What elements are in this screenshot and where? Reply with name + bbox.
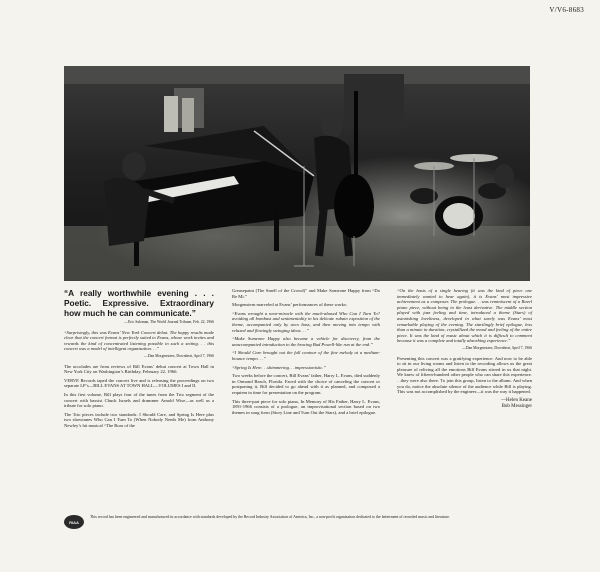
liner-paragraph: The Trio pieces include two standards: I Should Care, and Spring Is Here plus two showtunes Who Can I Turn To (When Nobody Needs Me) from Anthony Newley’s hit musical “The Roar of the — [64, 411, 214, 428]
column-two — [232, 288, 380, 418]
review-quote: “I Should Care brought out the full contour of the fine melody at a medium-bounce tempo. . .” — [232, 350, 380, 361]
column-three — [397, 288, 532, 411]
riaa-logo-icon — [64, 515, 84, 529]
column-one — [64, 288, 214, 432]
headline-quote: “A really worthwhile evening . . . Poetic. Expressive. Extraordinary how much he can communicate.” — [64, 288, 214, 318]
signature-helen-keane: —Helen Keane — [501, 397, 532, 403]
review-quote: “Evans wrought a near-miracle with the much-abused Who Can I Turn To? avoiding all bombast and sentimentality in his delicate rubato exposition of the theme, accompanied only by arco bass, and then moving into tempo with relaxed and flowingly swinging ideas. . .” — [232, 310, 380, 333]
liner-paragraph: In this first volume, Bill plays four of the tunes from the Trio segment of the concert with bassist Chuck Israels and drummer Arnold Wise—as well as a tribute for solo piano. — [64, 391, 214, 409]
quote-source: —Dan Morgenstern, Downbeat, April 7, 1966 — [462, 345, 532, 350]
liner-paragraph: VERVE Records taped the concert live and is releasing the proceedings on two separate LP’s—BILL EVANS AT TOWN HALL—VOLUMES I and II. — [64, 377, 214, 389]
liner-paragraph: Morgenstern marveled at Evans’ performances of these works: — [232, 302, 348, 308]
review-quote: “Surprisingly, this was Evans’ New York Concert debut. The happy results made clear that the concert format is perfectly suited to Evans, whose work invites and rewards the kind of concentrated listening possible in such a setting. . . this concert was a model of intelligent organization. . .” — [64, 329, 214, 352]
review-quote: “Make Someone Happy also became a vehicle for discovery, from the unaccompanied introduction to the bracing Bud Powell-like run at the end.” — [232, 336, 380, 347]
review-quote: “Spring Is Here. . .shimmering. . .impressionistic.” — [232, 364, 326, 370]
signature-block — [397, 398, 532, 411]
liner-paragraph: Two weeks before the concert, Bill Evans’ father, Harry L. Evans, died suddenly in Ormond Beach, Florida. Faced with the choice of canceling the concert or postponing it, Bill decided to go ahead with it as planned, and composed a requiem in time for presentation on the program. — [232, 373, 380, 395]
liner-paragraph: Greasepaint (The Smell of the Crowd)” and Make Someone Happy from “Do Re Mi.” — [232, 288, 380, 299]
logo-text: RIAA — [69, 519, 79, 525]
concert-photo-image — [64, 66, 530, 281]
liner-paragraph: Presenting this concert was a gratifying experience. And now to be able to sit in our living rooms and listen to the recording allows us the great pleasure of reliving all the emotions Bill Evans stirred in us that night. We knew of fifteen-hundred other people who can share this experience. . .they were also there. To join this group, listen to the album. And when you do, notice the absolute silence of the audience while Bill is playing. This was not accomplished by the engineer—it was the way it happened. — [397, 355, 532, 395]
catalog-number: V/V6-8683 — [549, 6, 584, 14]
footer-notice: This record has been engineered and manufactured in accordance with standards developed by the Record Industry Association of America, Inc., a non-profit organization dedicated to the betterment of recorded music and literature. — [90, 515, 451, 519]
footer — [64, 515, 534, 529]
quote-source: —Eric Salzman, The World Journal Tribune, Feb. 22, 1966 — [124, 320, 214, 324]
liner-paragraph: This three-part piece for solo piano, In Memory of His Father, Harry L. Evans, 1891-1966 consists of a prologue, an improvisational section based on two themes in song form (Story Line and Turn Out the Stars), and a brief epilogue. — [232, 398, 380, 415]
quote-source: —Dan Morgenstern, Downbeat, April 7, 1966 — [144, 353, 214, 358]
signature-bob-messinger: Bob Messinger — [501, 404, 532, 410]
concert-photo — [64, 66, 530, 281]
liner-paragraph: The accolades are from reviews of Bill Evans’ debut concert at Town Hall in New York City on Washington’s Birthday, February 22, 1966. — [64, 363, 214, 375]
review-quote: “On the basis of a single hearing (it was the kind of piece one immediately wanted to hear again), it is Evans’ most impressive achievement as a composer. The prologue. . .was reminiscent of a Ravel piano piece, without being in the least derivative. The middle section played with jazz feeling and time, introduced a theme (Stars) of astonishing loveliness, developed in what surely was Evans’ most remarkable playing of the evening. The startlingly brief epilogue, less than a minute in duration, crystallized the mood and feeling of the entire piece. It was the kind of music about which it is difficult to comment because it was a complete and totally absorbing experience.” — [397, 288, 532, 344]
